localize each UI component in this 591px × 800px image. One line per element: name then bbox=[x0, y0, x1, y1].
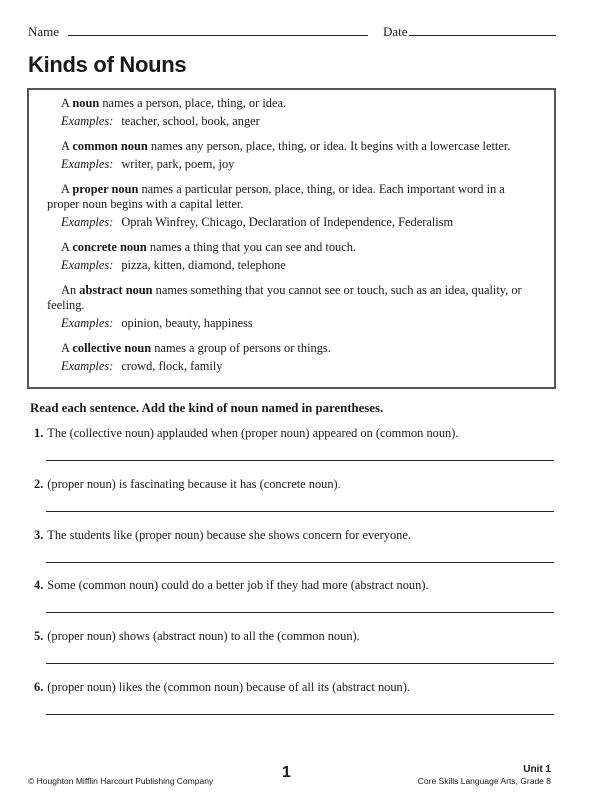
examples-label: Examples: bbox=[61, 215, 114, 229]
question-text: The students like (proper noun) because she shows concern for everyone. bbox=[47, 528, 411, 542]
question-number: 5. bbox=[34, 629, 44, 643]
examples bbox=[47, 215, 538, 230]
definition-concrete-noun: A concrete noun names a thing that you can see and touch. Examples: pizza, kitten, diamond, telephone bbox=[47, 240, 538, 273]
examples-list: Oprah Winfrey, Chicago, Declaration of Independence, Federalism bbox=[121, 215, 454, 229]
answer-line[interactable] bbox=[46, 511, 554, 512]
definition-abstract-noun: An abstract noun names something that you cannot see or touch, such as an idea, quality, or feeling. Examples: opinion, beauty, happiness bbox=[47, 283, 538, 331]
definition-proper-noun: A proper noun names a particular person, place, thing, or idea. Each important word in a proper noun begins with a capital letter. Examples: Oprah Winfrey, Chicago, Declaration of Independence, Federalism bbox=[47, 182, 538, 230]
question-4 bbox=[34, 578, 554, 593]
instructions: Read each sentence. Add the kind of noun named in parentheses. bbox=[30, 401, 384, 415]
examples bbox=[47, 316, 538, 331]
question-text: Some (common noun) could do a better job if they had more (abstract noun). bbox=[47, 578, 429, 592]
examples-label: Examples: bbox=[61, 359, 114, 373]
answer-line[interactable] bbox=[46, 460, 554, 461]
question-6 bbox=[34, 680, 554, 695]
name-field[interactable] bbox=[68, 35, 368, 36]
answer-line[interactable] bbox=[46, 612, 554, 613]
answer-line[interactable] bbox=[46, 663, 554, 664]
date-field[interactable] bbox=[409, 35, 556, 36]
series-title: Core Skills Language Arts, Grade 8 bbox=[417, 776, 551, 786]
definitions-box bbox=[27, 88, 556, 389]
examples-list: teacher, school, book, anger bbox=[121, 114, 260, 128]
question-text: (proper noun) likes the (common noun) because of all its (abstract noun). bbox=[47, 680, 410, 694]
examples bbox=[47, 157, 538, 172]
question-1 bbox=[34, 426, 554, 441]
examples-label: Examples: bbox=[61, 157, 114, 171]
name-label: Name bbox=[28, 24, 60, 39]
term: common noun bbox=[72, 139, 148, 153]
examples bbox=[47, 258, 538, 273]
question-text: (proper noun) shows (abstract noun) to all the (common noun). bbox=[47, 629, 360, 643]
examples-label: Examples: bbox=[61, 316, 114, 330]
question-2 bbox=[34, 477, 554, 492]
examples-list: crowd, flock, family bbox=[121, 359, 223, 373]
examples-list: writer, park, poem, joy bbox=[121, 157, 235, 171]
date-label: Date bbox=[383, 24, 408, 39]
examples-label: Examples: bbox=[61, 114, 114, 128]
examples bbox=[47, 114, 538, 129]
question-number: 1. bbox=[34, 426, 44, 440]
question-3 bbox=[34, 528, 554, 543]
question-number: 3. bbox=[34, 528, 44, 542]
definition-common-noun: A common noun names any person, place, thing, or idea. It begins with a lowercase letter. Examples: writer, park, poem, joy bbox=[47, 139, 538, 172]
question-text: The (collective noun) applauded when (proper noun) appeared on (common noun). bbox=[47, 426, 459, 440]
question-number: 4. bbox=[34, 578, 44, 592]
copyright-notice: © Houghton Mifflin Harcourt Publishing Company bbox=[28, 776, 214, 786]
page-number: 1 bbox=[282, 764, 291, 781]
question-number: 6. bbox=[34, 680, 44, 694]
definition-noun: A noun names a person, place, thing, or idea. Examples: teacher, school, book, anger bbox=[47, 96, 538, 129]
term: collective noun bbox=[72, 341, 152, 355]
unit-label: Unit 1 bbox=[523, 764, 551, 775]
term: noun bbox=[72, 96, 100, 110]
page-footer bbox=[0, 760, 591, 790]
term: abstract noun bbox=[79, 283, 153, 297]
answer-line[interactable] bbox=[46, 562, 554, 563]
definition-collective-noun: A collective noun names a group of persons or things. Examples: crowd, flock, family bbox=[47, 341, 538, 374]
worksheet-header bbox=[28, 24, 556, 40]
term: proper noun bbox=[72, 182, 139, 196]
question-text: (proper noun) is fascinating because it has (concrete noun). bbox=[47, 477, 341, 491]
question-5 bbox=[34, 629, 554, 644]
examples-list: pizza, kitten, diamond, telephone bbox=[121, 258, 286, 272]
examples bbox=[47, 359, 538, 374]
answer-line[interactable] bbox=[46, 714, 554, 715]
term: concrete noun bbox=[72, 240, 147, 254]
page-title: Kinds of Nouns bbox=[28, 52, 187, 77]
examples-list: opinion, beauty, happiness bbox=[121, 316, 253, 330]
question-number: 2. bbox=[34, 477, 44, 491]
examples-label: Examples: bbox=[61, 258, 114, 272]
